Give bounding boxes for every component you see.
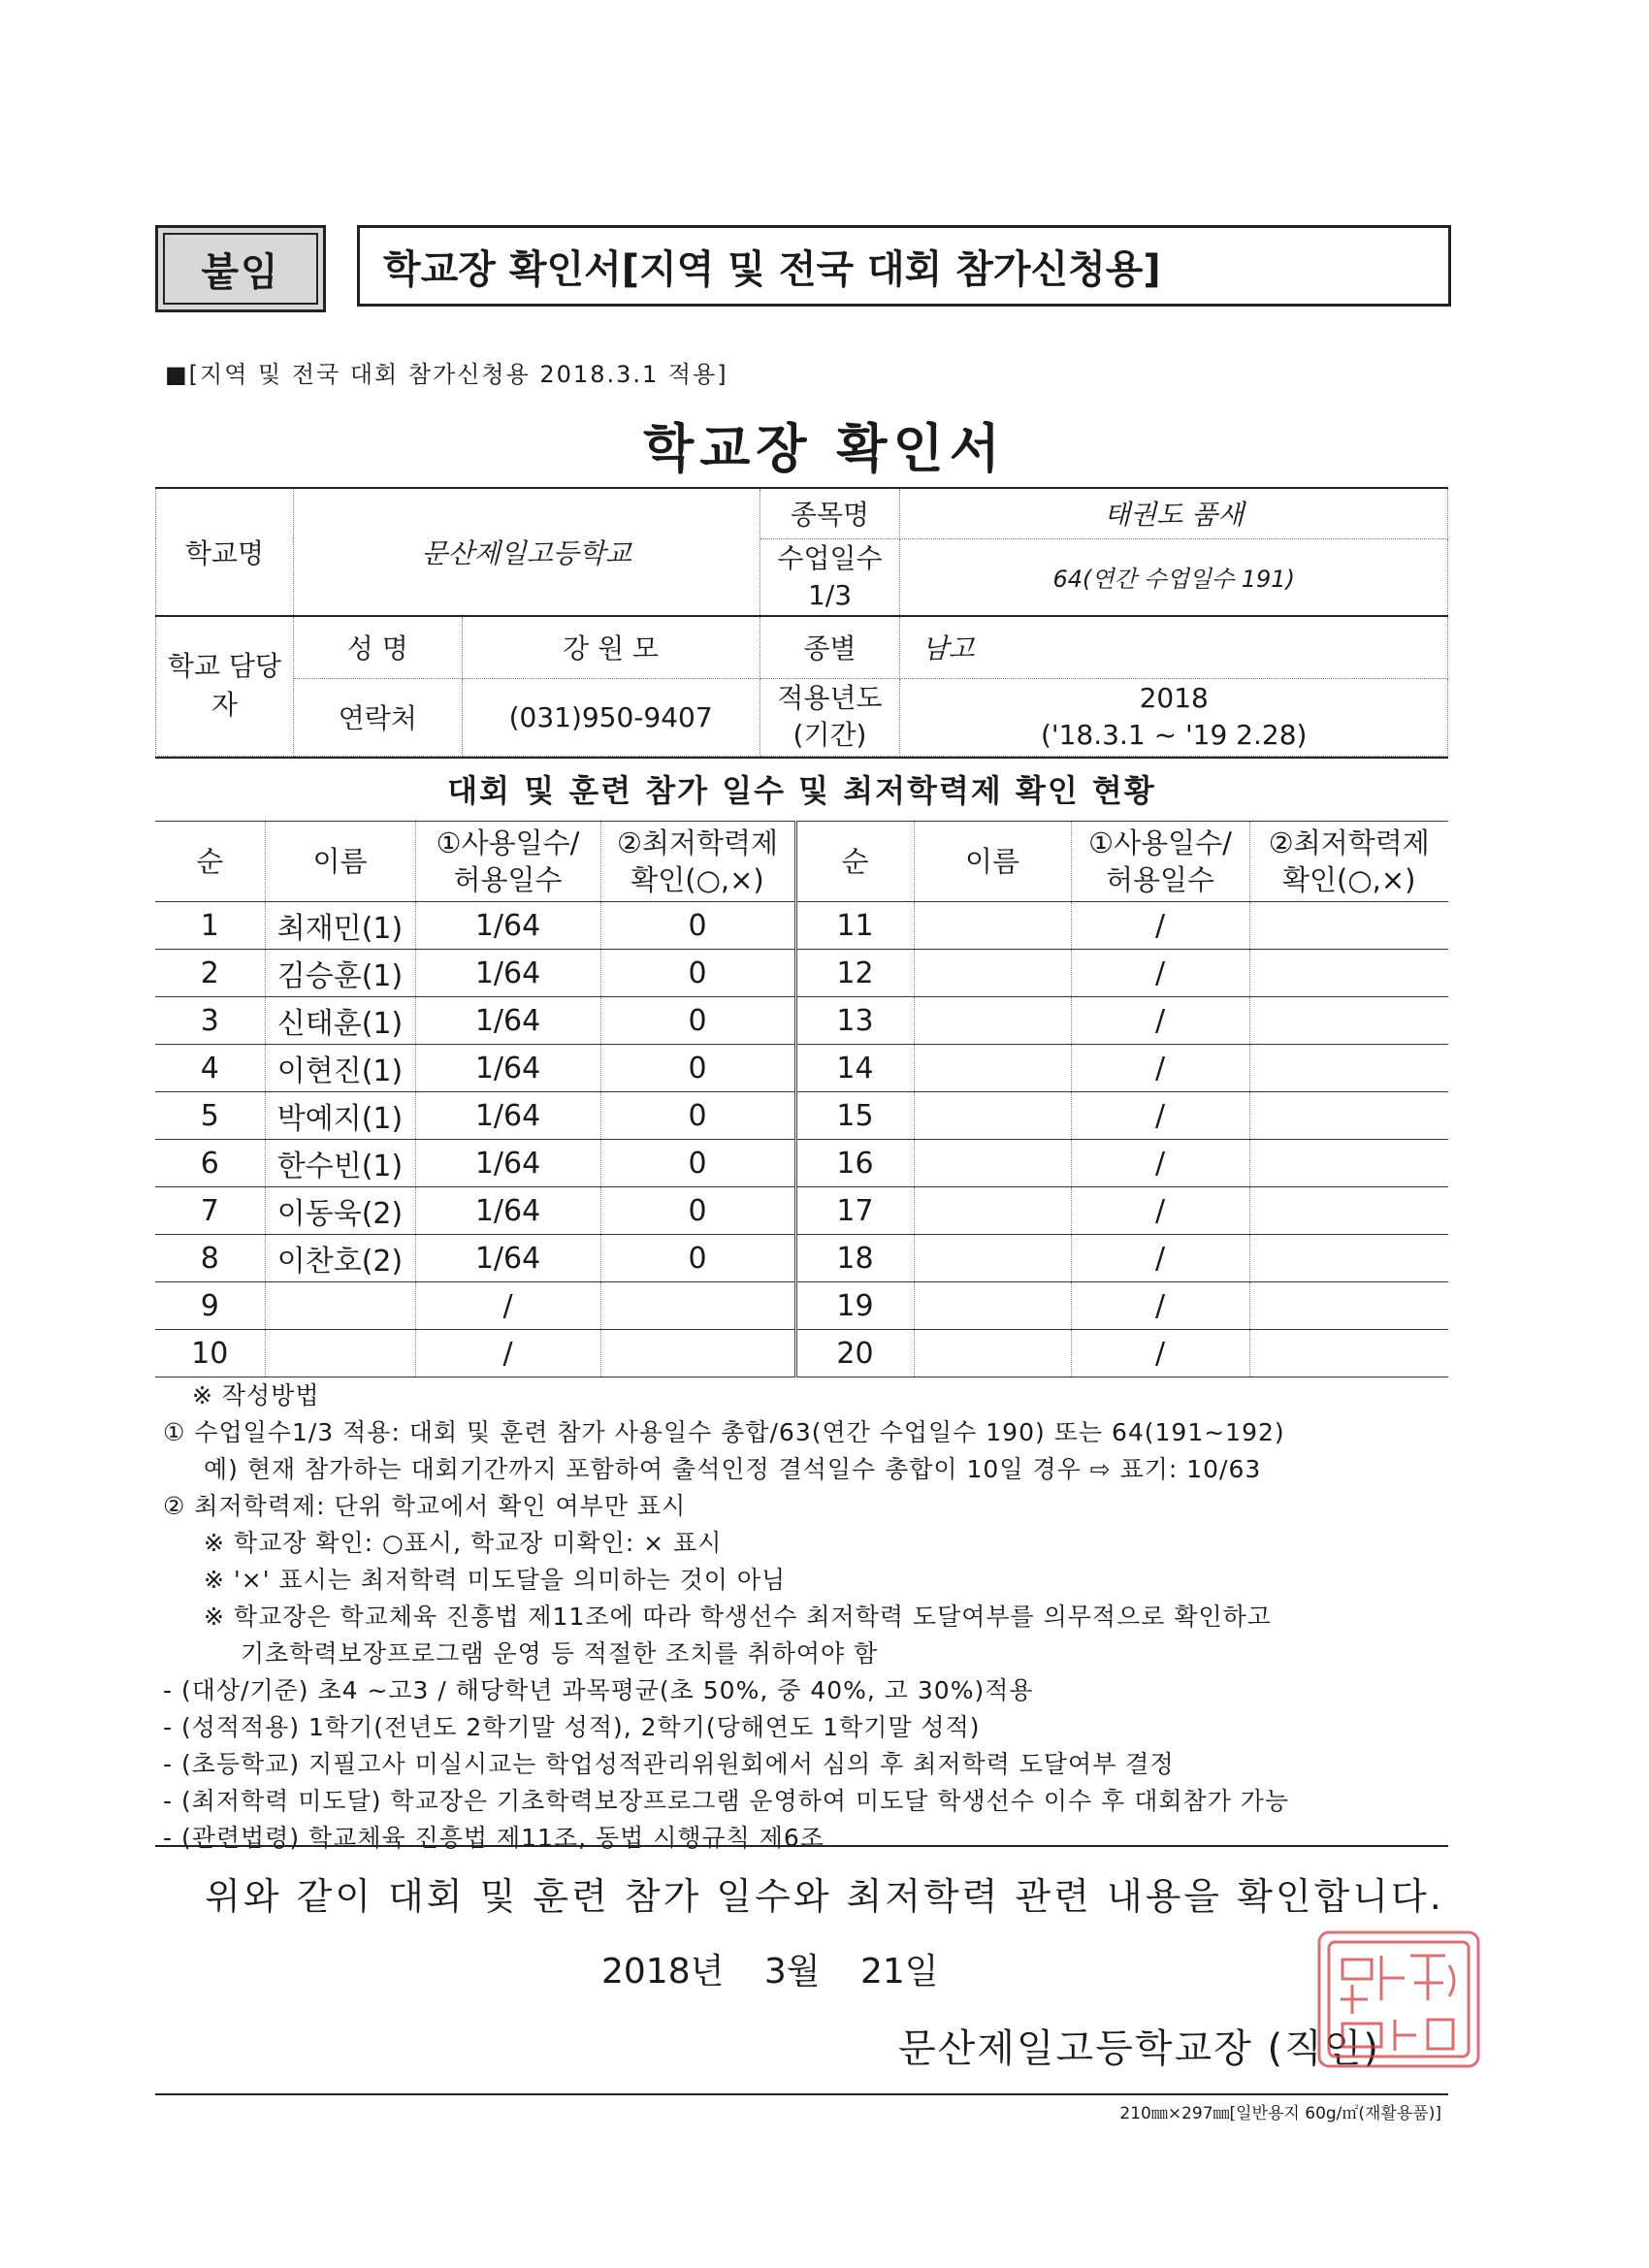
gender-label: 종별: [760, 616, 900, 678]
cell-check2: [1249, 1187, 1448, 1235]
col-name-2: 이름: [914, 822, 1071, 902]
cell-days2: /: [1071, 902, 1249, 950]
cell-name2: [914, 1282, 1071, 1330]
cell-days2: /: [1071, 1282, 1249, 1330]
cell-days: 1/64: [415, 1092, 600, 1140]
cell-no2: 20: [795, 1330, 914, 1377]
cell-days: 1/64: [415, 1045, 600, 1092]
cell-name: [265, 1330, 415, 1377]
cell-name: 이동욱(2): [265, 1187, 415, 1235]
school-value: 문산제일고등학교: [293, 488, 760, 616]
days-label: 수업일수 1/3: [760, 538, 900, 616]
note-item: ※ '×' 표시는 최저학력 미도달을 의미하는 것이 아님: [204, 1566, 787, 1594]
cell-no: 8: [155, 1235, 265, 1282]
year-value: 2018: [1139, 682, 1209, 714]
cell-days2: /: [1071, 1140, 1249, 1187]
note-item: ※ 학교장 확인: ○표시, 학교장 미확인: × 표시: [204, 1529, 723, 1557]
col-check-2-line2: 확인(○,×): [1282, 863, 1416, 896]
note-item: 기초학력보장프로그램 운영 등 적절한 조치를 취하여야 함: [241, 1639, 879, 1668]
cell-name2: [914, 1092, 1071, 1140]
cell-check2: [1249, 1045, 1448, 1092]
col-days-2-line1: ①사용일수/: [1088, 826, 1232, 859]
note-heading: ※ 작성방법: [192, 1381, 320, 1409]
col-days-line2: 허용일수: [453, 863, 563, 896]
cell-days2: /: [1071, 1330, 1249, 1377]
cell-no: 7: [155, 1187, 265, 1235]
note-item: - (관련법령) 학교체육 진흥법 제11조, 동법 시행규칙 제6조: [163, 1824, 824, 1852]
cell-days: /: [415, 1330, 600, 1377]
roster-section-title: 대회 및 훈련 참가 일수 및 최저학력제 확인 현황: [155, 757, 1448, 819]
cell-name2: [914, 950, 1071, 997]
cell-no2: 18: [795, 1235, 914, 1282]
cell-check: [600, 1330, 795, 1377]
cell-days: 1/64: [415, 1140, 600, 1187]
col-name: 이름: [265, 822, 415, 902]
confirmation-statement: 위와 같이 대회 및 훈련 참가 일수와 최저학력 관련 내용을 확인합니다.: [205, 1875, 1444, 1918]
cell-name: 이현진(1): [265, 1045, 415, 1092]
paper-spec: 210㎜×297㎜[일반용지 60g/㎡(재활용품)]: [1119, 2104, 1441, 2123]
page-title: 학교장 확인서: [643, 418, 1006, 479]
col-check: [600, 822, 795, 902]
cell-name: 최재민(1): [265, 902, 415, 950]
note-item: - (성적적용) 1학기(전년도 2학기말 성적), 2학기(당해연도 1학기말 성적): [163, 1713, 981, 1741]
col-days-2-line2: 허용일수: [1105, 863, 1215, 896]
cell-no: 1: [155, 902, 265, 950]
cell-check2: [1249, 1140, 1448, 1187]
cell-days: /: [415, 1282, 600, 1330]
cell-no2: 12: [795, 950, 914, 997]
cell-name: [265, 1282, 415, 1330]
col-days: [415, 822, 600, 902]
cell-no2: 14: [795, 1045, 914, 1092]
cell-no: 2: [155, 950, 265, 997]
days-value: 64(연간 수업일수 191): [900, 538, 1448, 616]
cell-no: 6: [155, 1140, 265, 1187]
divider: [155, 1845, 1448, 1847]
col-check-line1: ②최저학력제: [616, 826, 779, 859]
cell-no2: 15: [795, 1092, 914, 1140]
cell-no: 3: [155, 997, 265, 1045]
cell-no: 9: [155, 1282, 265, 1330]
cell-check: 0: [600, 1045, 795, 1092]
cell-days: 1/64: [415, 950, 600, 997]
table-row: [155, 1187, 1448, 1235]
cell-days: 1/64: [415, 1187, 600, 1235]
table-row: [155, 997, 1448, 1045]
cell-no2: 16: [795, 1140, 914, 1187]
cell-name2: [914, 902, 1071, 950]
name-label: 성 명: [293, 616, 462, 678]
cell-name: 이찬호(2): [265, 1235, 415, 1282]
name-value: 강 원 모: [462, 616, 760, 678]
cell-days2: /: [1071, 1187, 1249, 1235]
cell-days2: /: [1071, 950, 1249, 997]
col-no: 순: [155, 822, 265, 902]
note-item: - (초등학교) 지필고사 미실시교는 학업성적관리위원회에서 심의 후 최저학력 도달여부 결정: [163, 1750, 1175, 1778]
cell-name: 박예지(1): [265, 1092, 415, 1140]
cell-check2: [1249, 902, 1448, 950]
roster-table: [155, 821, 1448, 1377]
col-days-line1: ①사용일수/: [436, 826, 580, 859]
period-value: ('18.3.1 ~ '19 2.28): [1041, 719, 1308, 751]
school-info-table: [155, 487, 1448, 757]
note-item: ② 최저학력제: 단위 학교에서 확인 여부만 표시: [163, 1492, 687, 1520]
cell-name: 한수빈(1): [265, 1140, 415, 1187]
cell-days2: /: [1071, 1235, 1249, 1282]
notice-line: ■[지역 및 전국 대회 참가신청용 2018.3.1 적용]: [165, 361, 728, 388]
table-row: [155, 1235, 1448, 1282]
sport-value: 태권도 품새: [900, 488, 1448, 538]
cell-no2: 19: [795, 1282, 914, 1330]
cell-check2: [1249, 997, 1448, 1045]
cell-no2: 13: [795, 997, 914, 1045]
cell-days: 1/64: [415, 902, 600, 950]
col-check-line2: 확인(○,×): [630, 863, 764, 896]
cell-check: 0: [600, 950, 795, 997]
cell-name2: [914, 1330, 1071, 1377]
cell-no2: 11: [795, 902, 914, 950]
cell-name2: [914, 1140, 1071, 1187]
roster-header: [155, 822, 1448, 902]
table-row: [155, 1092, 1448, 1140]
cell-check: [600, 1282, 795, 1330]
table-row: [155, 950, 1448, 997]
cell-name: 김승훈(1): [265, 950, 415, 997]
gender-value: 남고: [900, 616, 1448, 678]
col-check-2: [1249, 822, 1448, 902]
cell-check: 0: [600, 1187, 795, 1235]
instructions: [163, 1377, 1463, 1857]
issue-date: 2018년 3월 21일: [601, 1952, 939, 1992]
note-item: - (대상/기준) 초4 ~고3 / 해당학년 과목평균(초 50%, 중 40%, 고 30%)적용: [163, 1676, 1034, 1704]
cell-name2: [914, 997, 1071, 1045]
cell-no: 5: [155, 1092, 265, 1140]
cell-check: 0: [600, 997, 795, 1045]
cell-days2: /: [1071, 997, 1249, 1045]
table-row: [155, 1045, 1448, 1092]
note-item: ① 수업일수1/3 적용: 대회 및 훈련 참가 사용일수 총합/63(연간 수업일수 190) 또는 64(191~192): [163, 1418, 1285, 1446]
cell-check2: [1249, 1092, 1448, 1140]
col-no-2: 순: [795, 822, 914, 902]
contact-value: (031)950-9407: [462, 678, 760, 756]
cell-no: 4: [155, 1045, 265, 1092]
sport-label: 종목명: [760, 488, 900, 538]
attachment-tag: 붙임: [155, 225, 326, 312]
col-check-2-line1: ②최저학력제: [1268, 826, 1430, 859]
divider: [155, 2093, 1448, 2095]
table-row: [155, 1140, 1448, 1187]
contact-label: 연락처: [293, 678, 462, 756]
cell-name2: [914, 1235, 1071, 1282]
cell-check: 0: [600, 1140, 795, 1187]
cell-check2: [1249, 1330, 1448, 1377]
col-days-2: [1071, 822, 1249, 902]
cell-name2: [914, 1187, 1071, 1235]
school-label: 학교명: [156, 488, 294, 616]
note-item: 예) 현재 참가하는 대회기간까지 포함하여 출석인정 결석일수 총합이 10일 경우 ⇨ 표기: 10/63: [204, 1455, 1262, 1483]
cell-days: 1/64: [415, 997, 600, 1045]
cell-check: 0: [600, 902, 795, 950]
cell-days: 1/64: [415, 1235, 600, 1282]
table-row: [155, 902, 1448, 950]
cell-name: 신태훈(1): [265, 997, 415, 1045]
official-seal-stamp: [1313, 1927, 1484, 2072]
cell-no: 10: [155, 1330, 265, 1377]
table-row: [155, 1330, 1448, 1377]
cell-check2: [1249, 1282, 1448, 1330]
cell-name2: [914, 1045, 1071, 1092]
signer: 문산제일고등학교장 (직인): [898, 2026, 1380, 2071]
cell-no2: 17: [795, 1187, 914, 1235]
table-row: [155, 1282, 1448, 1330]
note-item: ※ 학교장은 학교체육 진흥법 제11조에 따라 학생선수 최저학력 도달여부를 의무적으로 확인하고: [204, 1603, 1272, 1631]
cell-days2: /: [1071, 1092, 1249, 1140]
cell-days2: /: [1071, 1045, 1249, 1092]
cell-check: 0: [600, 1092, 795, 1140]
staff-label: 학교 담당자: [156, 616, 294, 756]
cell-check2: [1249, 1235, 1448, 1282]
note-item: - (최저학력 미도달) 학교장은 기초학력보장프로그램 운영하여 미도달 학생선수 이수 후 대회참가 가능: [163, 1787, 1290, 1815]
cell-check: 0: [600, 1235, 795, 1282]
year-label: 적용년도 (기간): [760, 678, 900, 756]
cell-check2: [1249, 950, 1448, 997]
document-heading: 학교장 확인서[지역 및 전국 대회 참가신청용]: [357, 225, 1451, 307]
year-cell: [900, 678, 1448, 756]
